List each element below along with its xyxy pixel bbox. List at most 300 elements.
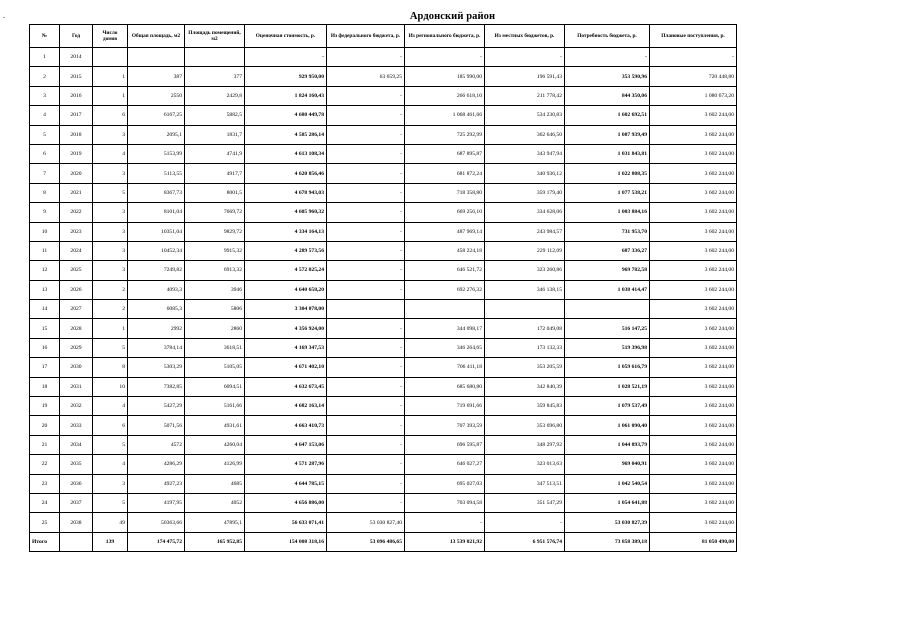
table-cell: 929 950,00	[245, 67, 327, 86]
table-cell: 6085,3	[128, 300, 185, 319]
table-cell: 534 230,83	[485, 106, 565, 125]
table-cell: -	[327, 416, 405, 435]
table-cell: 346 138,15	[485, 280, 565, 299]
table-cell: 347 513,51	[485, 474, 565, 493]
table-cell: -	[327, 203, 405, 222]
table-cell: 2	[93, 280, 128, 299]
table-row	[30, 144, 737, 163]
table-cell: 348 297,92	[485, 435, 565, 454]
table-cell: 4 680 449,78	[245, 106, 327, 125]
table-cell: 53 030 827,39	[565, 513, 650, 532]
table-cell: 47895,1	[185, 513, 245, 532]
table-cell: 2024	[60, 241, 93, 260]
table-cell: -	[245, 48, 327, 67]
table-cell: 173 132,33	[485, 338, 565, 357]
table-cell: 5303,29	[128, 358, 185, 377]
table-cell: 844 350,06	[565, 86, 650, 105]
column-header: Из федерального бюджета, р.	[327, 25, 405, 48]
table-cell: 718 358,80	[405, 183, 485, 202]
table-cell: 1 077 538,21	[565, 183, 650, 202]
table-cell: -	[327, 397, 405, 416]
table-cell: 387	[128, 67, 185, 86]
table-cell: 6094,51	[185, 377, 245, 396]
table-cell: 2032	[60, 397, 93, 416]
table-cell: 7669,72	[185, 203, 245, 222]
table-cell: 720 448,80	[650, 67, 737, 86]
table-row	[30, 358, 737, 377]
table-cell: -	[485, 48, 565, 67]
column-header: Площадь помещений, м2	[185, 25, 245, 48]
column-header: Число домов	[93, 25, 128, 48]
table-cell: -	[327, 183, 405, 202]
table-cell: 2095,1	[128, 125, 185, 144]
table-cell: -	[327, 241, 405, 260]
table-cell: 687 336,27	[565, 241, 650, 260]
table-cell: -	[565, 48, 650, 67]
table-cell: 2	[93, 300, 128, 319]
table-cell: 323 013,63	[485, 455, 565, 474]
table-cell: 669 256,10	[405, 203, 485, 222]
table-cell: 359 179,40	[485, 183, 565, 202]
table-cell: 2429,8	[185, 86, 245, 105]
table-cell: 4260,04	[185, 435, 245, 454]
table-cell: 5	[93, 183, 128, 202]
table-cell: -	[327, 377, 405, 396]
table-cell: -	[650, 48, 737, 67]
table-cell: 5113,55	[128, 164, 185, 183]
table-cell: 1 061 090,40	[565, 416, 650, 435]
table-row	[30, 241, 737, 260]
table-cell: 63 659,25	[327, 67, 405, 86]
table-cell: 3 602 244,00	[650, 222, 737, 241]
table-cell: 2027	[60, 300, 93, 319]
table-cell: 4 678 943,03	[245, 183, 327, 202]
table-cell: 2992	[128, 319, 185, 338]
total-cell	[60, 532, 93, 551]
table-cell: 229 112,09	[485, 241, 565, 260]
table-cell: 56 633 071,41	[245, 513, 327, 532]
table-cell: 9829,72	[185, 222, 245, 241]
table-cell: 6	[93, 106, 128, 125]
table-cell: -	[327, 125, 405, 144]
table-cell: 3 602 244,00	[650, 513, 737, 532]
table-row	[30, 435, 737, 454]
table-header-row	[30, 25, 737, 48]
table-cell: 4126,99	[185, 455, 245, 474]
table-cell: 3 602 244,00	[650, 319, 737, 338]
table-cell: 458 224,18	[405, 241, 485, 260]
table-cell: 1 038 414,47	[565, 280, 650, 299]
table-cell: 4 656 886,00	[245, 493, 327, 512]
table-cell: 3 304 078,00	[245, 300, 327, 319]
table-row	[30, 164, 737, 183]
table-cell: 6	[30, 144, 60, 163]
table-cell: 2017	[60, 106, 93, 125]
table-row	[30, 280, 737, 299]
table-cell: 3 602 244,00	[650, 261, 737, 280]
table-cell: 323 260,86	[485, 261, 565, 280]
table-cell: 4 289 573,56	[245, 241, 327, 260]
table-cell: 4	[30, 106, 60, 125]
table-cell: 23	[30, 474, 60, 493]
table-cell: 4 620 856,46	[245, 164, 327, 183]
table-cell: 3 602 244,00	[650, 416, 737, 435]
table-cell: 3 602 244,00	[650, 280, 737, 299]
table-cell: 344 098,17	[405, 319, 485, 338]
table-cell: 2026	[60, 280, 93, 299]
table-cell: 4572	[128, 435, 185, 454]
table-cell: -	[405, 48, 485, 67]
table-cell: 5427,29	[128, 397, 185, 416]
table-cell: 377	[185, 67, 245, 86]
page-title: Ардонский район	[409, 11, 496, 22]
table-cell: 3 602 244,00	[650, 493, 737, 512]
table-row	[30, 319, 737, 338]
table-cell: 185 990,00	[405, 67, 485, 86]
table-cell: 1 031 843,81	[565, 144, 650, 163]
table-cell: 353 590,96	[565, 67, 650, 86]
table-cell: 4 647 153,06	[245, 435, 327, 454]
table-cell: 21	[30, 435, 60, 454]
table-cell	[405, 300, 485, 319]
table-cell: 12	[30, 261, 60, 280]
table-cell: 1 079 537,49	[565, 397, 650, 416]
table-cell: -	[327, 86, 405, 105]
table-cell: 7	[30, 164, 60, 183]
table-cell: 681 872,24	[405, 164, 485, 183]
table-cell: 10351,04	[128, 222, 185, 241]
table-cell: 2015	[60, 67, 93, 86]
table-cell: 17	[30, 358, 60, 377]
table-cell	[93, 48, 128, 67]
table-cell: 3618,51	[185, 338, 245, 357]
table-cell: 1 068 461,66	[405, 106, 485, 125]
table-cell: 1 054 641,88	[565, 493, 650, 512]
table-cell: 10452,34	[128, 241, 185, 260]
table-row	[30, 222, 737, 241]
table-cell: 4 671 402,10	[245, 358, 327, 377]
table-cell: 685 680,80	[405, 377, 485, 396]
table-cell: 19	[30, 397, 60, 416]
table-cell: 519 396,98	[565, 338, 650, 357]
table-cell: 2033	[60, 416, 93, 435]
table-row	[30, 106, 737, 125]
table-cell: 646 521,72	[405, 261, 485, 280]
table-cell: 7249,82	[128, 261, 185, 280]
table-cell: 5	[93, 338, 128, 357]
table-cell: 3	[93, 261, 128, 280]
table-cell: 5071,56	[128, 416, 185, 435]
table-cell: 340 936,12	[485, 164, 565, 183]
column-header: Из регионального бюджета, р.	[405, 25, 485, 48]
table-cell: 359 845,83	[485, 397, 565, 416]
table-cell: 5161,66	[185, 397, 245, 416]
table-cell: 3 602 244,00	[650, 203, 737, 222]
table-cell: 3784,14	[128, 338, 185, 357]
table-cell: 13	[30, 280, 60, 299]
total-cell: 73 858 389,18	[565, 532, 650, 551]
table-cell: 4 663 410,73	[245, 416, 327, 435]
table-cell: 1 602 692,51	[565, 106, 650, 125]
table-cell: 2014	[60, 48, 93, 67]
table-cell: 2037	[60, 493, 93, 512]
table-row	[30, 203, 737, 222]
table-cell: 692 276,32	[405, 280, 485, 299]
table-cell: 969 782,58	[565, 261, 650, 280]
total-cell: 174 475,72	[128, 532, 185, 551]
table-cell: 2031	[60, 377, 93, 396]
table-cell: 516 147,25	[565, 319, 650, 338]
table-cell: 4685	[185, 474, 245, 493]
table-cell: 6913,32	[185, 261, 245, 280]
table-cell: 4	[93, 455, 128, 474]
column-header: Потребность бюджета, р.	[565, 25, 650, 48]
table-cell: 4	[93, 144, 128, 163]
table-cell: 1 028 521,19	[565, 377, 650, 396]
table-cell: 2550	[128, 86, 185, 105]
total-cell: 165 952,85	[185, 532, 245, 551]
table-cell: 4741,9	[185, 144, 245, 163]
table-cell: 1	[93, 319, 128, 338]
table-cell: 3 602 244,00	[650, 241, 737, 260]
table-cell: 4 571 287,96	[245, 455, 327, 474]
table-cell: 3	[93, 164, 128, 183]
total-row	[30, 532, 737, 551]
table-cell: 3 602 244,00	[650, 338, 737, 357]
table-cell: 1 080 673,20	[650, 86, 737, 105]
table-cell: 5	[93, 435, 128, 454]
table-cell: 2019	[60, 144, 93, 163]
table-cell: 646 027,27	[405, 455, 485, 474]
table-row	[30, 125, 737, 144]
table-cell: -	[327, 435, 405, 454]
table-cell: 4 613 108,34	[245, 144, 327, 163]
column-header: Плановые поступления, р.	[650, 25, 737, 48]
table-cell: 695 027,03	[405, 474, 485, 493]
table-cell: -	[485, 513, 565, 532]
table-cell: 14	[30, 300, 60, 319]
table-cell: -	[327, 493, 405, 512]
total-cell: 53 096 486,65	[327, 532, 405, 551]
table-cell: 487 969,14	[405, 222, 485, 241]
table-cell: 4 585 286,14	[245, 125, 327, 144]
table-cell: -	[327, 106, 405, 125]
table-cell: 343 947,94	[485, 144, 565, 163]
table-cell: 8001,5	[185, 183, 245, 202]
table-cell: 3 602 244,00	[650, 106, 737, 125]
table-cell: 969 040,91	[565, 455, 650, 474]
table-cell: 4 169 347,53	[245, 338, 327, 357]
table-cell: 4 632 673,45	[245, 377, 327, 396]
table-cell: 53 030 827,40	[327, 513, 405, 532]
table-cell: 3	[93, 222, 128, 241]
table-cell: 8101,04	[128, 203, 185, 222]
table-cell: 10	[93, 377, 128, 396]
scan-mark: .	[3, 11, 5, 20]
table-cell: 4 640 658,20	[245, 280, 327, 299]
table-cell: 351 547,29	[485, 493, 565, 512]
table-cell: 2036	[60, 474, 93, 493]
table-row	[30, 397, 737, 416]
table-cell: 9915,32	[185, 241, 245, 260]
table-cell: 2029	[60, 338, 93, 357]
table-cell: 342 840,39	[485, 377, 565, 396]
table-cell: 4927,23	[128, 474, 185, 493]
table-cell: 725 292,99	[405, 125, 485, 144]
budget-table	[29, 24, 737, 552]
table-cell: 4 644 785,15	[245, 474, 327, 493]
column-header: Из местных бюджетов, р.	[485, 25, 565, 48]
table-cell: 6167,25	[128, 106, 185, 125]
table-cell: 3 602 244,00	[650, 300, 737, 319]
table-cell: 50363,66	[128, 513, 185, 532]
table-cell: 5105,05	[185, 358, 245, 377]
table-cell: 4917,7	[185, 164, 245, 183]
table-cell: -	[327, 261, 405, 280]
total-cell: 81 050 490,00	[650, 532, 737, 551]
table-cell	[185, 48, 245, 67]
table-cell: -	[327, 455, 405, 474]
table-cell: 5	[93, 493, 128, 512]
table-cell: 4931,61	[185, 416, 245, 435]
column-header: Общая площадь, м2	[128, 25, 185, 48]
table-cell: 22	[30, 455, 60, 474]
table-cell: 25	[30, 513, 60, 532]
table-cell: 4197,95	[128, 493, 185, 512]
table-cell: 172 049,08	[485, 319, 565, 338]
table-cell: 8	[30, 183, 60, 202]
table-cell: 3 602 244,00	[650, 125, 737, 144]
table-cell: -	[405, 513, 485, 532]
table-cell: 4286,29	[128, 455, 185, 474]
table-row	[30, 67, 737, 86]
table-cell: 7382,85	[128, 377, 185, 396]
table-cell: 3 602 244,00	[650, 455, 737, 474]
table-cell: 5153,99	[128, 144, 185, 163]
table-cell: 24	[30, 493, 60, 512]
table-cell: 4	[93, 397, 128, 416]
table-cell: 2035	[60, 455, 93, 474]
table-cell: 1	[93, 86, 128, 105]
table-cell: 8	[93, 358, 128, 377]
table-cell: 2020	[60, 164, 93, 183]
table-cell: 3946	[185, 280, 245, 299]
table-cell: 4 605 960,32	[245, 203, 327, 222]
table-cell: 4 572 025,24	[245, 261, 327, 280]
table-cell: 362 646,50	[485, 125, 565, 144]
table-row	[30, 513, 737, 532]
table-cell: 3 602 244,00	[650, 183, 737, 202]
table-cell	[327, 300, 405, 319]
table-cell: -	[327, 144, 405, 163]
table-cell: 11	[30, 241, 60, 260]
table-cell	[128, 48, 185, 67]
table-cell: 703 094,58	[405, 493, 485, 512]
table-cell: 2023	[60, 222, 93, 241]
table-cell: 243 984,57	[485, 222, 565, 241]
table-row	[30, 455, 737, 474]
table-cell: -	[327, 474, 405, 493]
table-cell: 1	[93, 67, 128, 86]
table-cell: 2018	[60, 125, 93, 144]
table-row	[30, 377, 737, 396]
table-cell: 1 824 160,43	[245, 86, 327, 105]
table-cell	[485, 300, 565, 319]
table-cell: 1 059 616,79	[565, 358, 650, 377]
table-cell: 266 618,10	[405, 86, 485, 105]
table-cell: 3 602 244,00	[650, 164, 737, 183]
table-cell: 18	[30, 377, 60, 396]
table-cell: 3 602 244,00	[650, 474, 737, 493]
table-cell: 4 334 164,13	[245, 222, 327, 241]
table-cell: 1 044 893,79	[565, 435, 650, 454]
table-cell: -	[327, 222, 405, 241]
table-cell: 4 356 924,00	[245, 319, 327, 338]
table-cell: 3 602 244,00	[650, 435, 737, 454]
table-cell: 2028	[60, 319, 93, 338]
table-cell: 1 042 540,54	[565, 474, 650, 493]
table-cell: 5	[30, 125, 60, 144]
table-cell: 2030	[60, 358, 93, 377]
table-cell: 1	[30, 48, 60, 67]
table-cell: 6	[93, 416, 128, 435]
table-row	[30, 493, 737, 512]
table-cell: 696 595,87	[405, 435, 485, 454]
table-row	[30, 48, 737, 67]
table-cell: 706 411,18	[405, 358, 485, 377]
table-row	[30, 416, 737, 435]
table-cell: 3	[93, 474, 128, 493]
table-cell: 49	[93, 513, 128, 532]
table-cell: 353 696,80	[485, 416, 565, 435]
table-cell: -	[327, 280, 405, 299]
table-cell: 687 895,87	[405, 144, 485, 163]
table-cell: 3 602 244,00	[650, 144, 737, 163]
table-cell: -	[327, 358, 405, 377]
table-row	[30, 183, 737, 202]
table-cell: 3	[93, 125, 128, 144]
total-cell: 13 539 021,92	[405, 532, 485, 551]
table-cell: -	[327, 164, 405, 183]
table-cell: 2021	[60, 183, 93, 202]
table-cell: 3 602 244,00	[650, 377, 737, 396]
table-cell: 3	[93, 203, 128, 222]
table-cell: 353 205,59	[485, 358, 565, 377]
table-cell: 9	[30, 203, 60, 222]
table-cell: 16	[30, 338, 60, 357]
table-row	[30, 261, 737, 280]
table-cell: 4052	[185, 493, 245, 512]
table-cell: 5806	[185, 300, 245, 319]
table-cell: 2025	[60, 261, 93, 280]
total-cell: Итого	[30, 532, 60, 551]
table-cell: 2038	[60, 513, 93, 532]
total-cell: 154 008 318,16	[245, 532, 327, 551]
table-cell: 2022	[60, 203, 93, 222]
total-cell: 6 951 576,74	[485, 532, 565, 551]
table-row	[30, 300, 737, 319]
total-cell: 139	[93, 532, 128, 551]
table-cell: 3	[93, 241, 128, 260]
table-cell: 3 602 244,00	[650, 397, 737, 416]
column-header: №	[30, 25, 60, 48]
table-cell: 1 087 939,49	[565, 125, 650, 144]
table-cell: -	[327, 338, 405, 357]
table-row	[30, 474, 737, 493]
table-row	[30, 86, 737, 105]
table-row	[30, 338, 737, 357]
table-cell: 719 691,66	[405, 397, 485, 416]
